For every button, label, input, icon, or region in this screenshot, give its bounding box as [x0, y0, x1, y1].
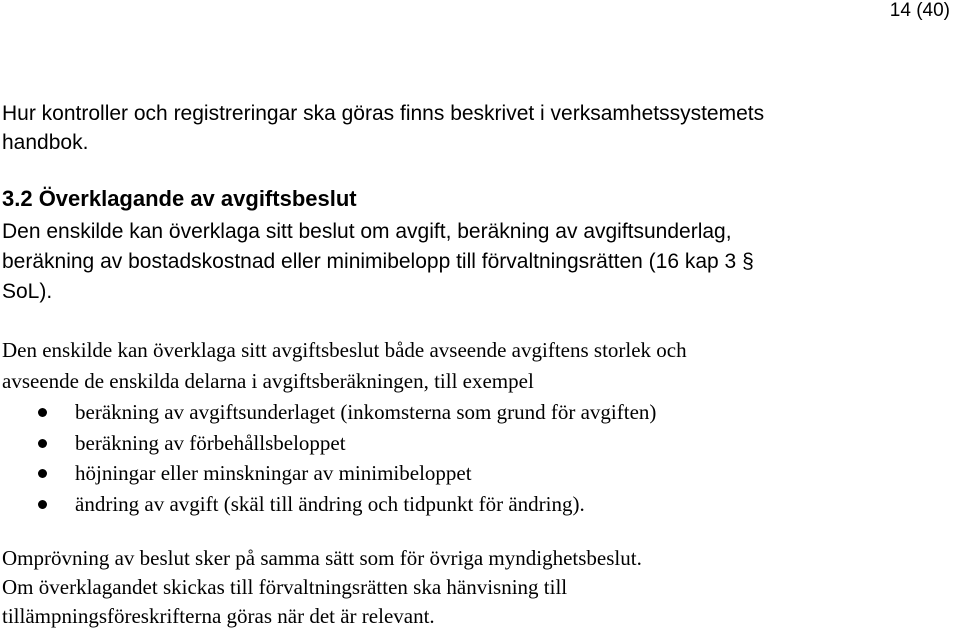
- details-paragraph: [2, 335, 842, 397]
- closing-line: Omprövning av beslut sker på samma sätt som för övriga myndighetsbeslut.: [2, 546, 642, 570]
- details-line: Den enskilde kan överklaga sitt avgiftsbeslut både avseende avgiftens storlek och: [2, 338, 687, 362]
- section-line: Den enskilde kan överklaga sitt beslut om avgift, beräkning av avgiftsunderlag,: [2, 220, 732, 243]
- list-item: [2, 489, 952, 520]
- section-line: beräkning av bostadskostnad eller minimibelopp till förvaltningsrätten (16 kap 3 §: [2, 250, 754, 273]
- bullet-list: [2, 397, 952, 519]
- closing-line: Om överklagandet skickas till förvaltningsrätten ska hänvisning till: [2, 575, 568, 599]
- list-item: [2, 428, 952, 459]
- section-line: SoL).: [2, 280, 53, 303]
- page-number: 14 (40): [889, 0, 950, 21]
- closing-line: tillämpningsföreskrifterna göras när det är relevant.: [2, 604, 435, 628]
- list-item: [2, 458, 952, 489]
- list-item: [2, 397, 952, 428]
- list-item-text: höjningar eller minskningar av minimibeloppet: [75, 461, 472, 485]
- section-heading: 3.2 Överklagande av avgiftsbeslut: [2, 186, 357, 211]
- intro-paragraph: [2, 99, 952, 157]
- bullet-icon: [38, 439, 47, 448]
- list-item-text: beräkning av förbehållsbeloppet: [75, 430, 346, 455]
- bullet-icon: [38, 469, 47, 478]
- list-item-text: ändring av avgift (skäl till ändring och tidpunkt för ändring).: [75, 491, 585, 516]
- list-item-text: beräkning av avgiftsunderlaget (inkomsterna som grund för avgiften): [75, 400, 657, 424]
- section-paragraph: [2, 217, 852, 307]
- bullet-icon: [38, 408, 47, 417]
- details-line: avseende de enskilda delarna i avgiftsberäkningen, till exempel: [2, 369, 534, 393]
- page-content: [2, 99, 952, 631]
- bullet-icon: [38, 500, 47, 509]
- intro-line: Hur kontroller och registreringar ska göras finns beskrivet i verksamhetssystemets: [2, 102, 765, 125]
- closing-paragraph: [2, 544, 952, 631]
- intro-line: handbok.: [2, 131, 89, 154]
